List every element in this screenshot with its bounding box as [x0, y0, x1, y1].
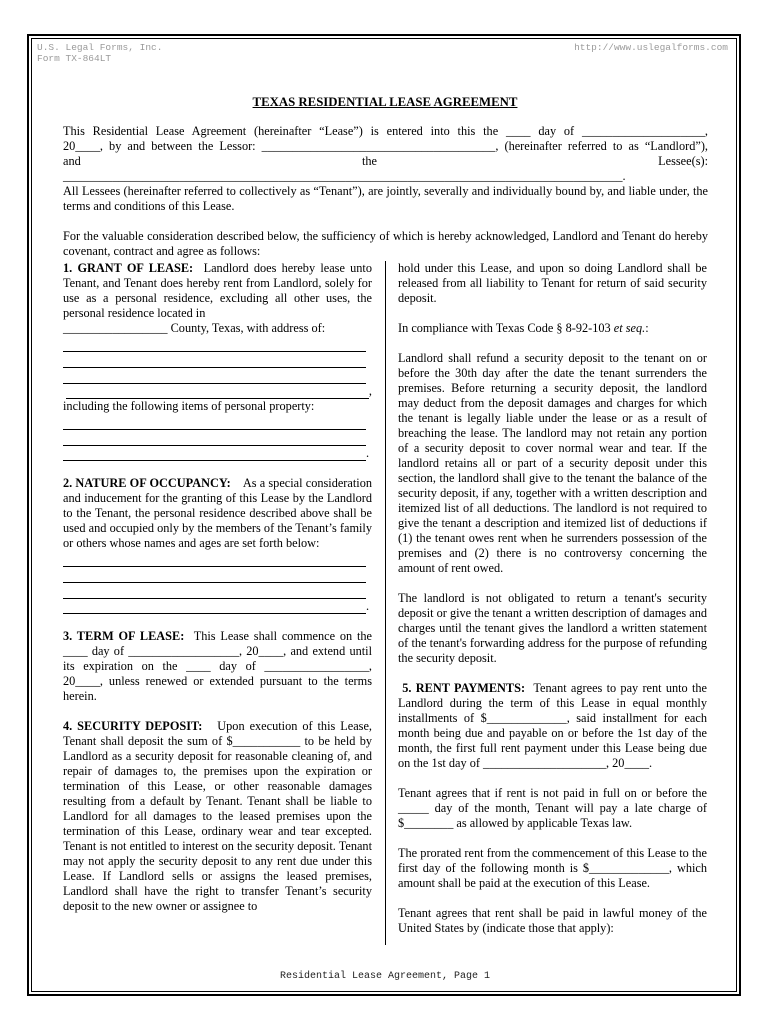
- texas-code-etseq: et seq.: [613, 321, 646, 335]
- intro-line-3: and the Lessee(s): ___________________________________________________________________________________________.: [63, 154, 708, 183]
- form-id: Form TX-864LT: [37, 53, 112, 64]
- section-3-heading: 3. TERM OF LEASE:: [63, 629, 185, 643]
- texas-code-colon: :: [645, 321, 649, 335]
- occupant-period: .: [366, 599, 370, 613]
- occupant-line: [63, 599, 372, 614]
- header-url[interactable]: http://www.uslegalforms.com: [574, 42, 728, 53]
- property-line: [63, 446, 372, 461]
- property-line: [63, 414, 366, 430]
- intro-line-2: 20____, by and between the Lessor: ______________________________________, (hereinafter referred to as “Landlord”),: [63, 139, 708, 153]
- company-name: U.S. Legal Forms, Inc.: [37, 42, 163, 53]
- page-footer: Residential Lease Agreement, Page 1: [279, 971, 491, 982]
- forwarding-address-rule: The landlord is not obligated to return a tenant's security deposit or give the tenant a written description of damages and charges until the tenant gives the landlord a written statement of the tenant's forwarding address for the purpose of refunding the security deposit.: [398, 591, 707, 665]
- section-4: [63, 719, 372, 914]
- section-5-body: Tenant agrees to pay rent unto the Landlord during the term of this Lease in equal monthly installments of $_____________, said installment for each month being due and payable on or before the 1st day of the month, the first full rent payment under this Lease being due on the 1st day of ____________________, 20____.: [398, 681, 708, 770]
- section-1: [63, 261, 372, 321]
- prorated-rent: The prorated rent from the commencement of this Lease to the first day of the following month is $_____________, which amount shall be paid at the execution of this Lease.: [398, 846, 707, 890]
- document-title: TEXAS RESIDENTIAL LEASE AGREEMENT: [252, 95, 518, 109]
- section-1-heading: 1. GRANT OF LEASE:: [63, 261, 194, 275]
- deposit-refund-rules: Landlord shall refund a security deposit to the tenant on or before the 30th day after the date the tenant surrenders the premises. Before returning a security deposit, the landlord may deduct from the deposit damages and charges for which the tenant is legally liable under the lease or as a result of breaching the lease. The landlord may not retain any portion of a security deposit to cover normal wear and tear. If the landlord retains all or part of a security deposit under this section, the landlord shall give to the tenant the balance of the security deposit, if any, together with a written description and itemized list of all deductions. The landlord is not required to give the tenant a description and itemized list of deductions if (1) the tenant owes rent when he surrenders possession of the premises and (2) there is no controversy concerning the amount of rent owed.: [398, 351, 707, 575]
- section-1-county: _________________ County, Texas, with address of:: [63, 321, 326, 335]
- occupant-line: [63, 551, 366, 567]
- texas-code-text: In compliance with Texas Code § 8-92-103: [398, 321, 614, 335]
- texas-code-reference: [398, 321, 707, 336]
- intro-consideration: For the valuable consideration described below, the sufficiency of which is hereby acknowledged, Landlord and Tenant do hereby covenant, contract and agree as follows:: [63, 229, 708, 258]
- occupant-line: [63, 583, 366, 599]
- section-4-heading: 4. SECURITY DEPOSIT:: [63, 719, 203, 733]
- section-2-heading: 2. NATURE OF OCCUPANCY:: [63, 476, 231, 490]
- header-left: [37, 42, 162, 64]
- section-2-body: As a special consideration and inducement for the granting of this Lease by the Landlord to the Tenant, the personal residence described above shall be used and occupied only by the members of the Tenant’s family or others whose names and ages are set forth below:: [63, 476, 372, 550]
- right-column: [398, 261, 707, 936]
- section-4-body: Upon execution of this Lease, Tenant shall deposit the sum of $___________ to be held by Landlord as a security deposit for reasonable cleaning of, and repair of damages to, the premises upon the expiration or termination of this Lease, or other reasonable damages resulting from a default by Tenant. Tenant shall be liable to Landlord for all damages to the leased premises upon the termination of this Lease, ordinary wear and tear excepted. Tenant is not entitled to interest on the security deposit. Tenant may not apply the security deposit to any rent due under this Lease. If Landlord sells or assigns the leased premises, Landlord shall have the right to transfer Tenant’s security deposit to the new owner or assignee to: [63, 719, 372, 913]
- section-3-body: This Lease shall commence on the ____ day of __________________, 20____, and extend until its expiration on the ____ day of _________________, 20____, unless renewed or extended pursuant to the terms herein.: [63, 629, 372, 703]
- deposit-release: hold under this Lease, and upon so doing Landlord shall be released from all liability to Tenant for return of said security deposit.: [398, 261, 707, 305]
- occupant-line: [63, 567, 366, 583]
- intro-line-1: This Residential Lease Agreement (hereinafter “Lease”) is entered into this the ____ day of ____________________,: [63, 124, 708, 138]
- property-period: .: [366, 446, 370, 460]
- late-charge: Tenant agrees that if rent is not paid in full on or before the _____ day of the month, Tenant will pay a late charge of $________ as allowed by applicable Texas law.: [398, 786, 707, 830]
- section-3: [63, 629, 372, 704]
- left-column: [63, 261, 372, 914]
- intro-section: [63, 124, 708, 259]
- section-2: [63, 476, 372, 551]
- address-comma: ,: [368, 384, 372, 398]
- property-line: [63, 430, 366, 446]
- payment-method: Tenant agrees that rent shall be paid in lawful money of the United States by (indicate those that apply):: [398, 906, 707, 935]
- address-line: [63, 336, 366, 352]
- address-line: [63, 384, 372, 399]
- section-1-items: including the following items of personal property:: [63, 399, 315, 413]
- address-line: [63, 368, 366, 384]
- section-5-heading: 5. RENT PAYMENTS:: [402, 681, 526, 695]
- column-divider: [385, 261, 386, 945]
- section-5: [398, 681, 707, 771]
- address-line: [63, 352, 366, 368]
- intro-lessees: All Lessees (hereinafter referred to collectively as “Tenant”), are jointly, severally and individually bound by, and liable under, the terms and conditions of this Lease.: [63, 184, 708, 213]
- section-1-body: Landlord does hereby lease unto Tenant, and Tenant does hereby rent from Landlord, solely for use as a personal residence, excluding all other uses, the personal residence located in: [63, 261, 372, 320]
